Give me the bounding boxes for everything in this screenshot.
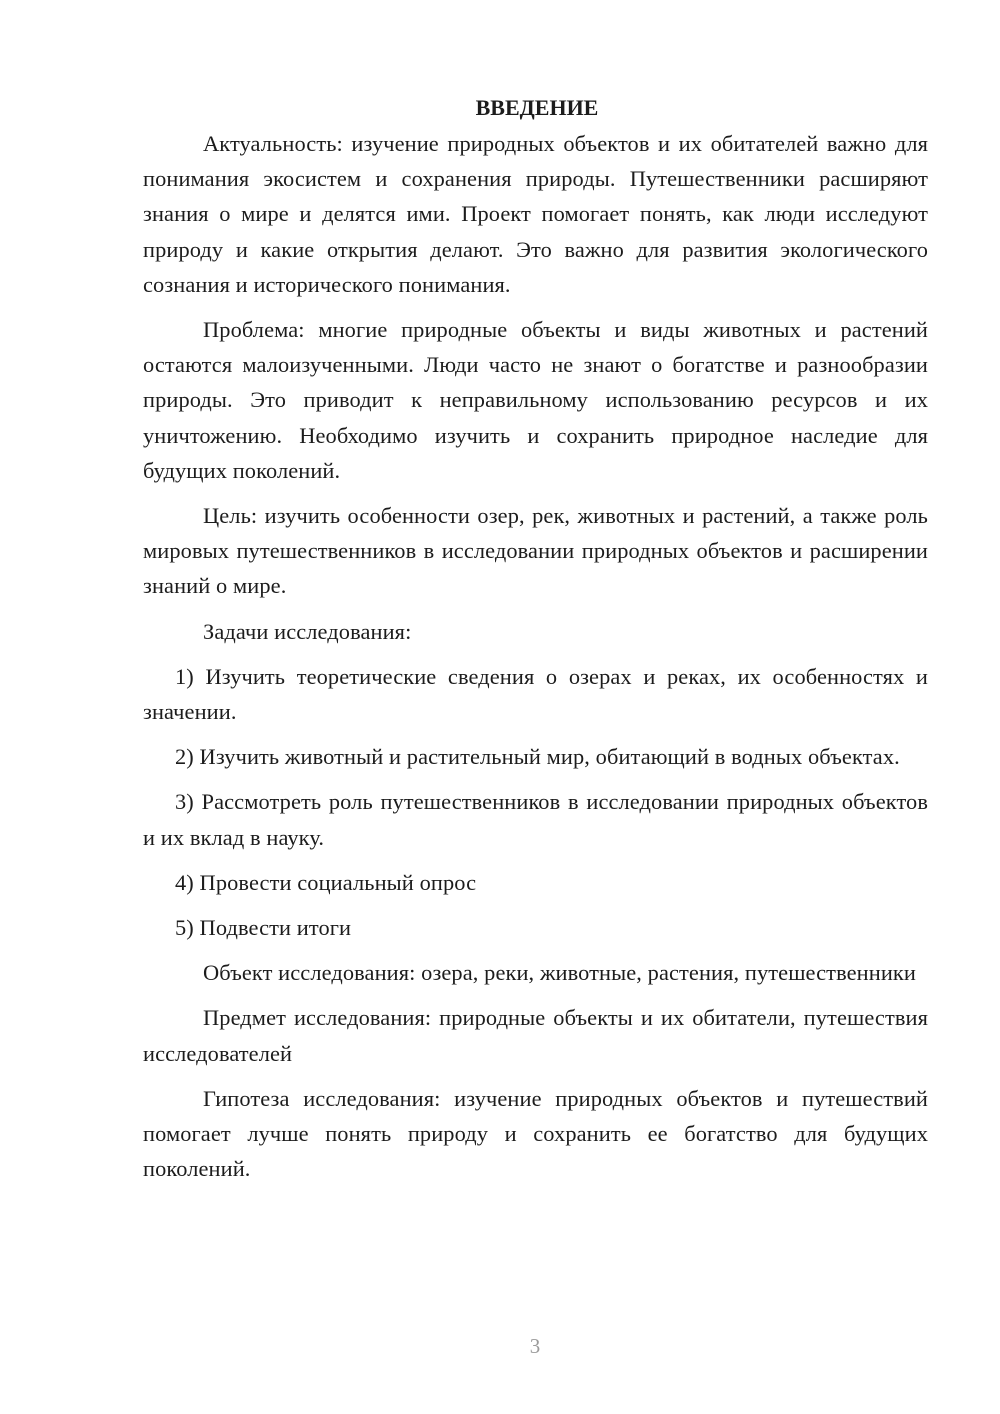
document-page bbox=[143, 92, 928, 1186]
page-number: 3 bbox=[529, 1334, 541, 1358]
object-paragraph: Объект исследования: озера, реки, животные, растения, путешественники bbox=[203, 960, 916, 986]
page-title: ВВЕДЕНИЕ bbox=[475, 95, 599, 120]
tasks-title: Задачи исследования: bbox=[203, 618, 412, 644]
task-item-3: 3) Рассмотреть роль путешественников в исследовании природных объектов и их вклад в науку. bbox=[143, 789, 928, 850]
problem-paragraph: Проблема: многие природные объекты и виды животных и растений остаются малоизученными. Люди часто не знают о богатстве и разнообразии природы. Это приводит к неправильному использованию ресурсов и их уничтожению. Необходимо изучить и сохранить природное наследие для будущих поколений. bbox=[143, 317, 928, 483]
relevance-paragraph: Актуальность: изучение природных объектов и их обитателей важно для понимания экосистем и сохранения природы. Путешественники расширяют знания о мире и делятся ими. Проект помогает понять, как люди исследуют природу и какие открытия делают. Это важно для развития экологического сознания и исторического понимания. bbox=[143, 131, 928, 297]
task-item-5: 5) Подвести итоги bbox=[175, 915, 352, 941]
task-item-4: 4) Провести социальный опрос bbox=[175, 869, 477, 895]
hypothesis-paragraph: Гипотеза исследования: изучение природных объектов и путешествий помогает лучше понять природу и сохранить ее богатство для будущих поколений. bbox=[143, 1085, 928, 1182]
goal-paragraph: Цель: изучить особенности озер, рек, животных и растений, а также роль мировых путешественников в исследовании природных объектов и расширении знаний о мире. bbox=[143, 503, 928, 599]
task-item-1: 1) Изучить теоретические сведения о озерах и реках, их особенностях и значении. bbox=[143, 663, 928, 725]
subject-paragraph: Предмет исследования: природные объекты и их обитатели, путешествия исследователей bbox=[143, 1005, 928, 1066]
task-item-2: 2) Изучить животный и растительный мир, обитающий в водных объектах. bbox=[175, 744, 900, 770]
